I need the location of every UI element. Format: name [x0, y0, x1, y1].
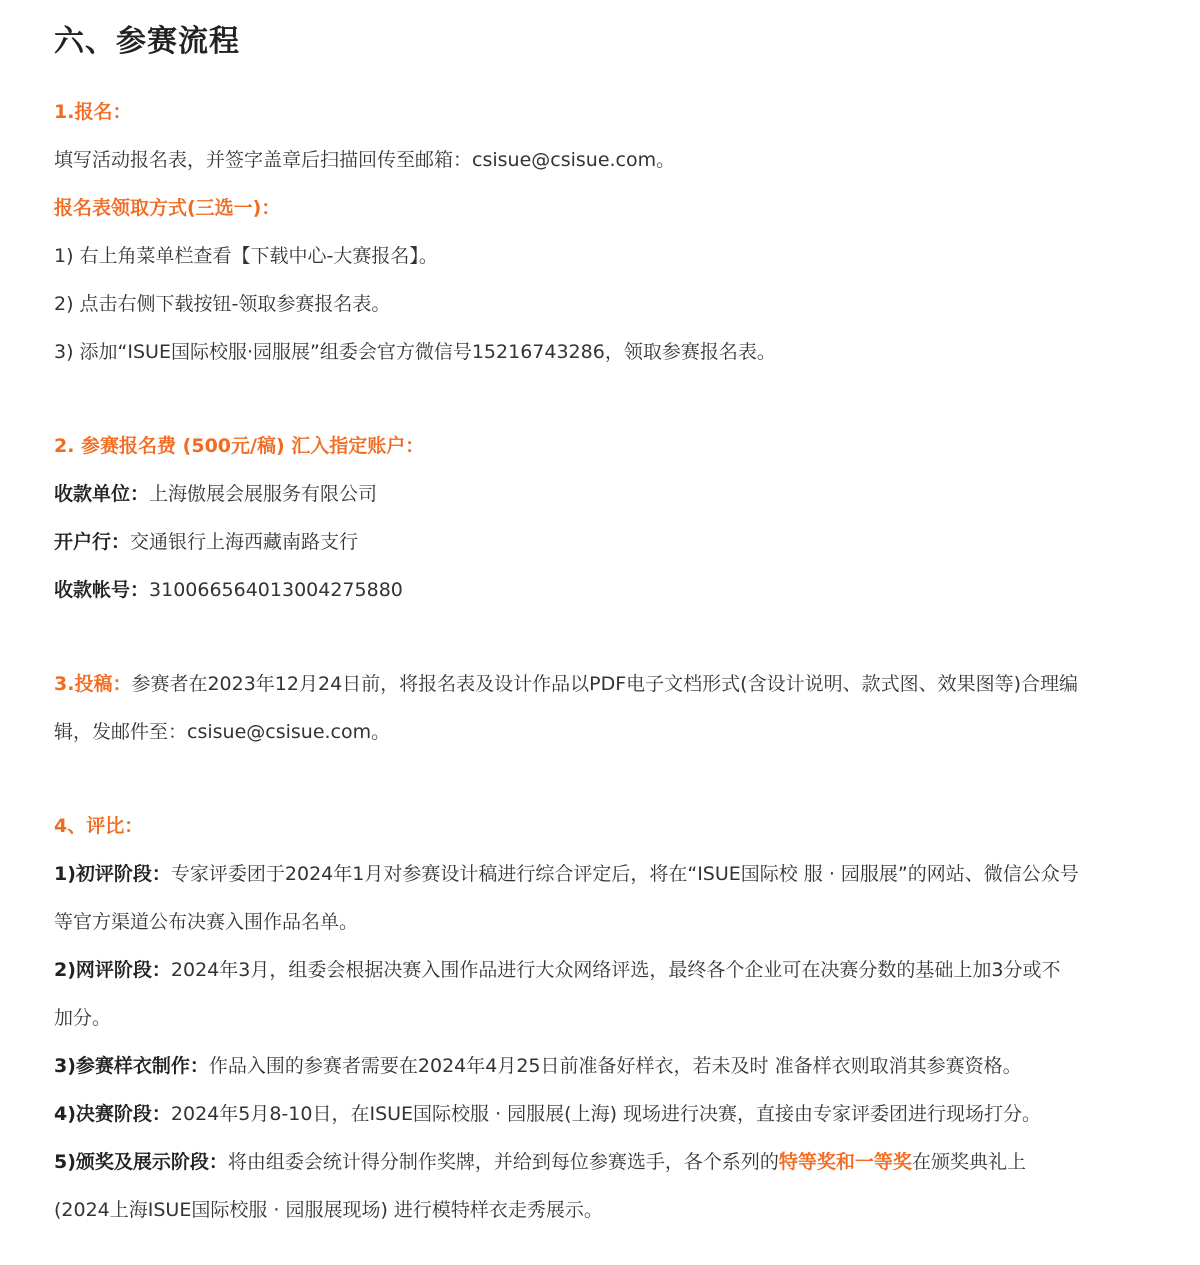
account-label: 收款帐号： — [54, 579, 150, 601]
phase-1-text-line2: 等官方渠道公布决赛入围作品名单。 — [54, 911, 359, 933]
form-method-2: 2) 点击右侧下载按钮-领取参赛报名表。 — [54, 293, 391, 315]
form-methods-heading: 报名表领取方式(三选一)： — [54, 197, 281, 219]
payee-value: 上海傲展会展服务有限公司 — [149, 483, 378, 505]
phase-5-label: 5)颁奖及展示阶段： — [54, 1151, 228, 1173]
phase-3-label: 3)参赛样衣制作： — [54, 1055, 209, 1077]
payee-row — [54, 470, 1146, 518]
section-registration-heading: 1.报名： — [54, 101, 132, 123]
phase-4-text: 2024年5月8-10日，在ISUE国际校服 · 园服展(上海) 现场进行决赛，直接由专家评委团进行现场打分。 — [170, 1103, 1042, 1125]
phase-1-text-line1: 专家评委团于2024年1月对参赛设计稿进行综合评定后，将在“ISUE国际校 服 · 园服展”的网站、微信公众号 — [170, 863, 1079, 885]
phase-5-text-line2: (2024上海ISUE国际校服 · 园服展现场) 进行模特样衣走秀展示。 — [54, 1199, 603, 1221]
section-fee-heading: 2. 参赛报名费 (500元/稿) 汇入指定账户： — [54, 435, 425, 457]
spacer — [54, 756, 1146, 802]
phase-5-row — [54, 1138, 1146, 1186]
submission-row — [54, 660, 1146, 708]
payee-label: 收款单位： — [54, 483, 150, 505]
submission-text-line1: 参赛者在2023年12月24日前，将报名表及设计作品以PDF电子文档形式(含设计说明、款式图、效果图等)合理编 — [131, 673, 1079, 695]
account-row — [54, 566, 1146, 614]
phase-2-label: 2)网评阶段： — [54, 959, 171, 981]
phase-5-highlight: 特等奖和一等奖 — [778, 1151, 912, 1173]
bank-value: 交通银行上海西藏南路支行 — [130, 531, 359, 553]
phase-2-text-line2: 加分。 — [54, 1007, 112, 1029]
form-method-3: 3) 添加“ISUE国际校服·园服展”组委会官方微信号15216743286，领取参赛报名表。 — [54, 341, 776, 363]
submission-text-line2: 辑，发邮件至：csisue@csisue.com。 — [54, 721, 391, 743]
phase-5-text-a: 将由组委会统计得分制作奖牌，并给到每位参赛选手，各个系列的 — [227, 1151, 779, 1173]
account-value: 310066564013004275880 — [149, 579, 403, 601]
spacer — [54, 376, 1146, 422]
bank-row — [54, 518, 1146, 566]
page-title: 六、参赛流程 — [54, 24, 240, 59]
phase-4-row — [54, 1090, 1146, 1138]
submission-label: 3.投稿： — [54, 673, 132, 695]
spacer — [54, 614, 1146, 660]
phase-2-text-line1: 2024年3月，组委会根据决赛入围作品进行大众网络评选，最终各个企业可在决赛分数的基础上加3分或不 — [170, 959, 1061, 981]
phase-5-text-b: 在颁奖典礼上 — [911, 1151, 1026, 1173]
phase-1-row — [54, 850, 1146, 898]
section-judging-heading: 4、评比： — [54, 815, 144, 837]
phase-4-label: 4)决赛阶段： — [54, 1103, 171, 1125]
phase-2-row — [54, 946, 1146, 994]
phase-3-text: 作品入围的参赛者需要在2024年4月25日前准备好样衣，若未及时 准备样衣则取消其参赛资格。 — [208, 1055, 1022, 1077]
phase-1-label: 1)初评阶段： — [54, 863, 171, 885]
form-method-1: 1) 右上角菜单栏查看【下载中心-大赛报名】。 — [54, 245, 438, 267]
bank-label: 开户行： — [54, 531, 131, 553]
registration-instruction: 填写活动报名表，并签字盖章后扫描回传至邮箱：csisue@csisue.com。 — [54, 149, 676, 171]
phase-3-row — [54, 1042, 1146, 1090]
